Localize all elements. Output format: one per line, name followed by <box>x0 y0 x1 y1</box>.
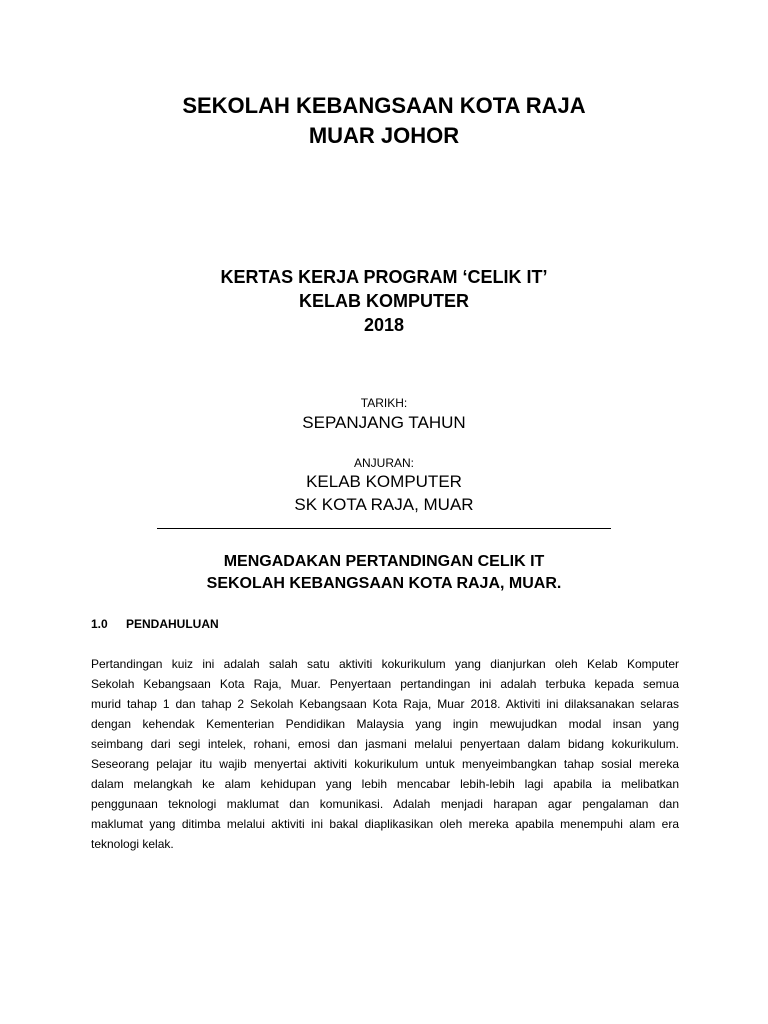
event-title-line-2: SEKOLAH KEBANGSAAN KOTA RAJA, MUAR. <box>206 575 562 592</box>
paragraph-line: murid tahap 1 dan tahap 2 Sekolah Kebangsaan Kota Raja, Muar 2018. Aktiviti ini dilaksanakan selaras <box>91 697 679 711</box>
paragraph-line: dalam melangkah ke alam kehidupan yang lebih mencabar lebih-lebih lagi apabila ia melibatkan <box>91 777 679 791</box>
date-label: TARIKH: <box>360 396 408 410</box>
paragraph-line: maklumat yang ditimba melalui aktiviti ini bakal diaplikasikan oleh mereka apabila menempuhi alam era <box>91 817 679 831</box>
paragraph-line: dengan kehendak Kementerian Pendidikan Malaysia yang ingin mewujudkan modal insan yang <box>91 717 679 731</box>
organizer-label: ANJURAN: <box>353 456 414 470</box>
section-heading <box>91 617 219 631</box>
proposal-title: KERTAS KERJA PROGRAM ‘CELIK IT’ <box>220 267 548 287</box>
section-number: 1.0 <box>91 617 108 631</box>
school-name: SEKOLAH KEBANGSAAN KOTA RAJA <box>182 93 586 118</box>
paragraph-line: Sekolah Kebangsaan Kota Raja, Muar. Penyertaan pertandingan ini adalah terbuka kepada semua <box>91 677 679 691</box>
section-title: PENDAHULUAN <box>126 617 219 631</box>
paragraph-line: Seseorang pelajar itu wajib menyertai aktiviti kokurikulum untuk menyeimbangkan tahap sosial mereka <box>91 757 679 771</box>
paragraph-line: Pertandingan kuiz ini adalah salah satu aktiviti kokurikulum yang dianjurkan oleh Kelab Komputer <box>91 657 679 671</box>
proposal-club: KELAB KOMPUTER <box>299 291 469 311</box>
school-location: MUAR JOHOR <box>308 123 460 148</box>
paragraph-line: teknologi kelak. <box>91 837 174 851</box>
event-title-line-1: MENGADAKAN PERTANDINGAN CELIK IT <box>223 553 545 570</box>
organizer-line-1: KELAB KOMPUTER <box>306 472 462 491</box>
intro-paragraph <box>91 654 679 854</box>
divider-line <box>157 528 611 529</box>
paragraph-line: seimbang dari segi intelek, rohani, emosi dan jasmani melalui penyertaan dalam bidang kokurikulum. <box>91 737 679 751</box>
date-value: SEPANJANG TAHUN <box>302 413 466 432</box>
paragraph-line: penggunaan teknologi maklumat dan komunikasi. Adalah menjadi harapan agar pengalaman dan <box>91 797 679 811</box>
organizer-line-2: SK KOTA RAJA, MUAR <box>294 495 474 514</box>
proposal-year: 2018 <box>363 315 405 335</box>
